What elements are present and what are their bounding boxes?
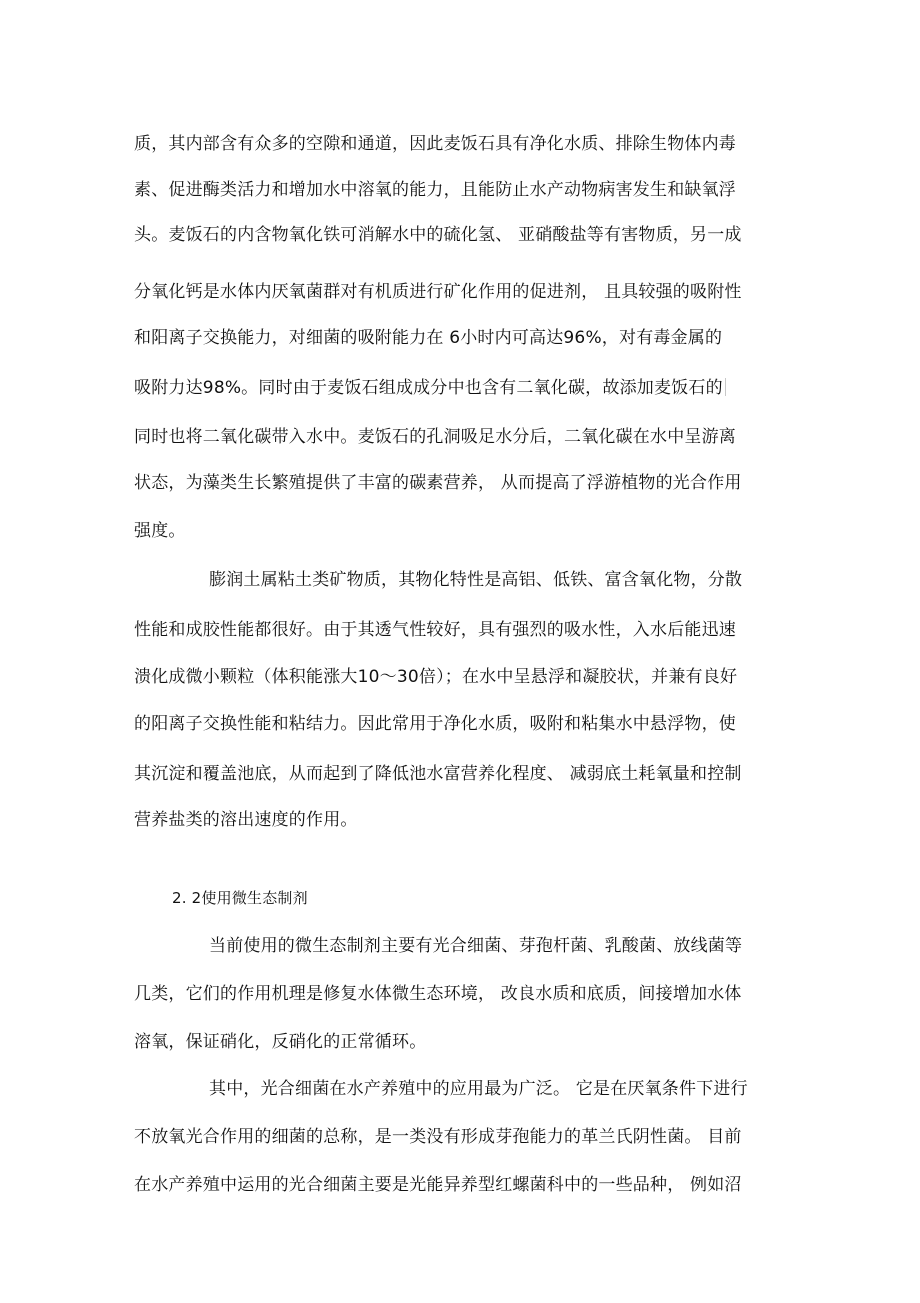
text-line: 素、促进酶类活力和增加水中溶氧的能力，且能防止水产动物病害发生和缺氧浮 [134,180,736,200]
text-line: 吸附力达98%。同时由于麦饭石组成成分中也含有二氧化碳，故添加麦饭石的 [134,378,723,398]
text-line: 溃化成微小颗粒（体积能涨大10〜30倍）；在水中呈悬浮和凝胶状，并兼有良好 [134,667,738,687]
text-line: 质，其内部含有众多的空隙和通道，因此麦饭石具有净化水质、排除生物体内毒 [134,134,736,154]
text-line: 的阳离子交换性能和粘结力。因此常用于净化水质，吸附和粘集水中悬浮物，使 [134,714,736,734]
text-line: 溶氧，保证硝化，反硝化的正常循环。 [134,1032,427,1052]
text-line: 其沉淀和覆盖池底，从而起到了降低池水富营养化程度、 减弱底土耗氧量和控制 [134,764,742,784]
text-line: 营养盐类的溶出速度的作用。 [134,810,358,830]
text-line: 性能和成胶性能都很好。由于其透气性较好，具有强烈的吸水性，入水后能迅速 [134,620,736,640]
paragraph-start-line: 当前使用的微生态制剂主要有光合细菌、芽孢杆菌、乳酸菌、放线菌等 [209,936,743,956]
text-line: 不放氧光合作用的细菌的总称，是一类没有形成芽孢能力的革兰氏阴性菌。 目前 [134,1127,742,1147]
text-line: 几类，它们的作用机理是修复水体微生态环境， 改良水质和底质，间接增加水体 [134,984,742,1004]
paragraph-start-line: 膨润土属粘土类矿物质，其物化特性是高铝、低铁、富含氧化物，分散 [209,570,743,590]
paragraph-start-line: 其中，光合细菌在水产养殖中的应用最为广泛。 它是在厌氧条件下进行 [209,1079,748,1099]
text-line: 同时也将二氧化碳带入水中。麦饭石的孔洞吸足水分后，二氧化碳在水中呈游离 [134,427,736,447]
text-line: 分氧化钙是水体内厌氧菌群对有机质进行矿化作用的促进剂， 且具较强的吸附性 [134,282,742,302]
text-line: 头。麦饭石的内含物氧化铁可消解水中的硫化氢、 亚硝酸盐等有害物质，另一成 [134,225,742,245]
text-line: 在水产养殖中运用的光合细菌主要是光能异养型红螺菌科中的一些品种， 例如沼 [134,1175,742,1195]
text-line: 状态，为藻类生长繁殖提供了丰富的碳素营养， 从而提高了浮游植物的光合作用 [134,473,742,493]
margin-mark [725,378,726,396]
text-line: 强度。 [134,521,186,541]
text-line: 和阳离子交换能力，对细菌的吸附能力在 6小时内可高达96%，对有毒金属的 [134,328,723,348]
section-heading: 2. 2使用微生态制剂 [172,889,308,907]
